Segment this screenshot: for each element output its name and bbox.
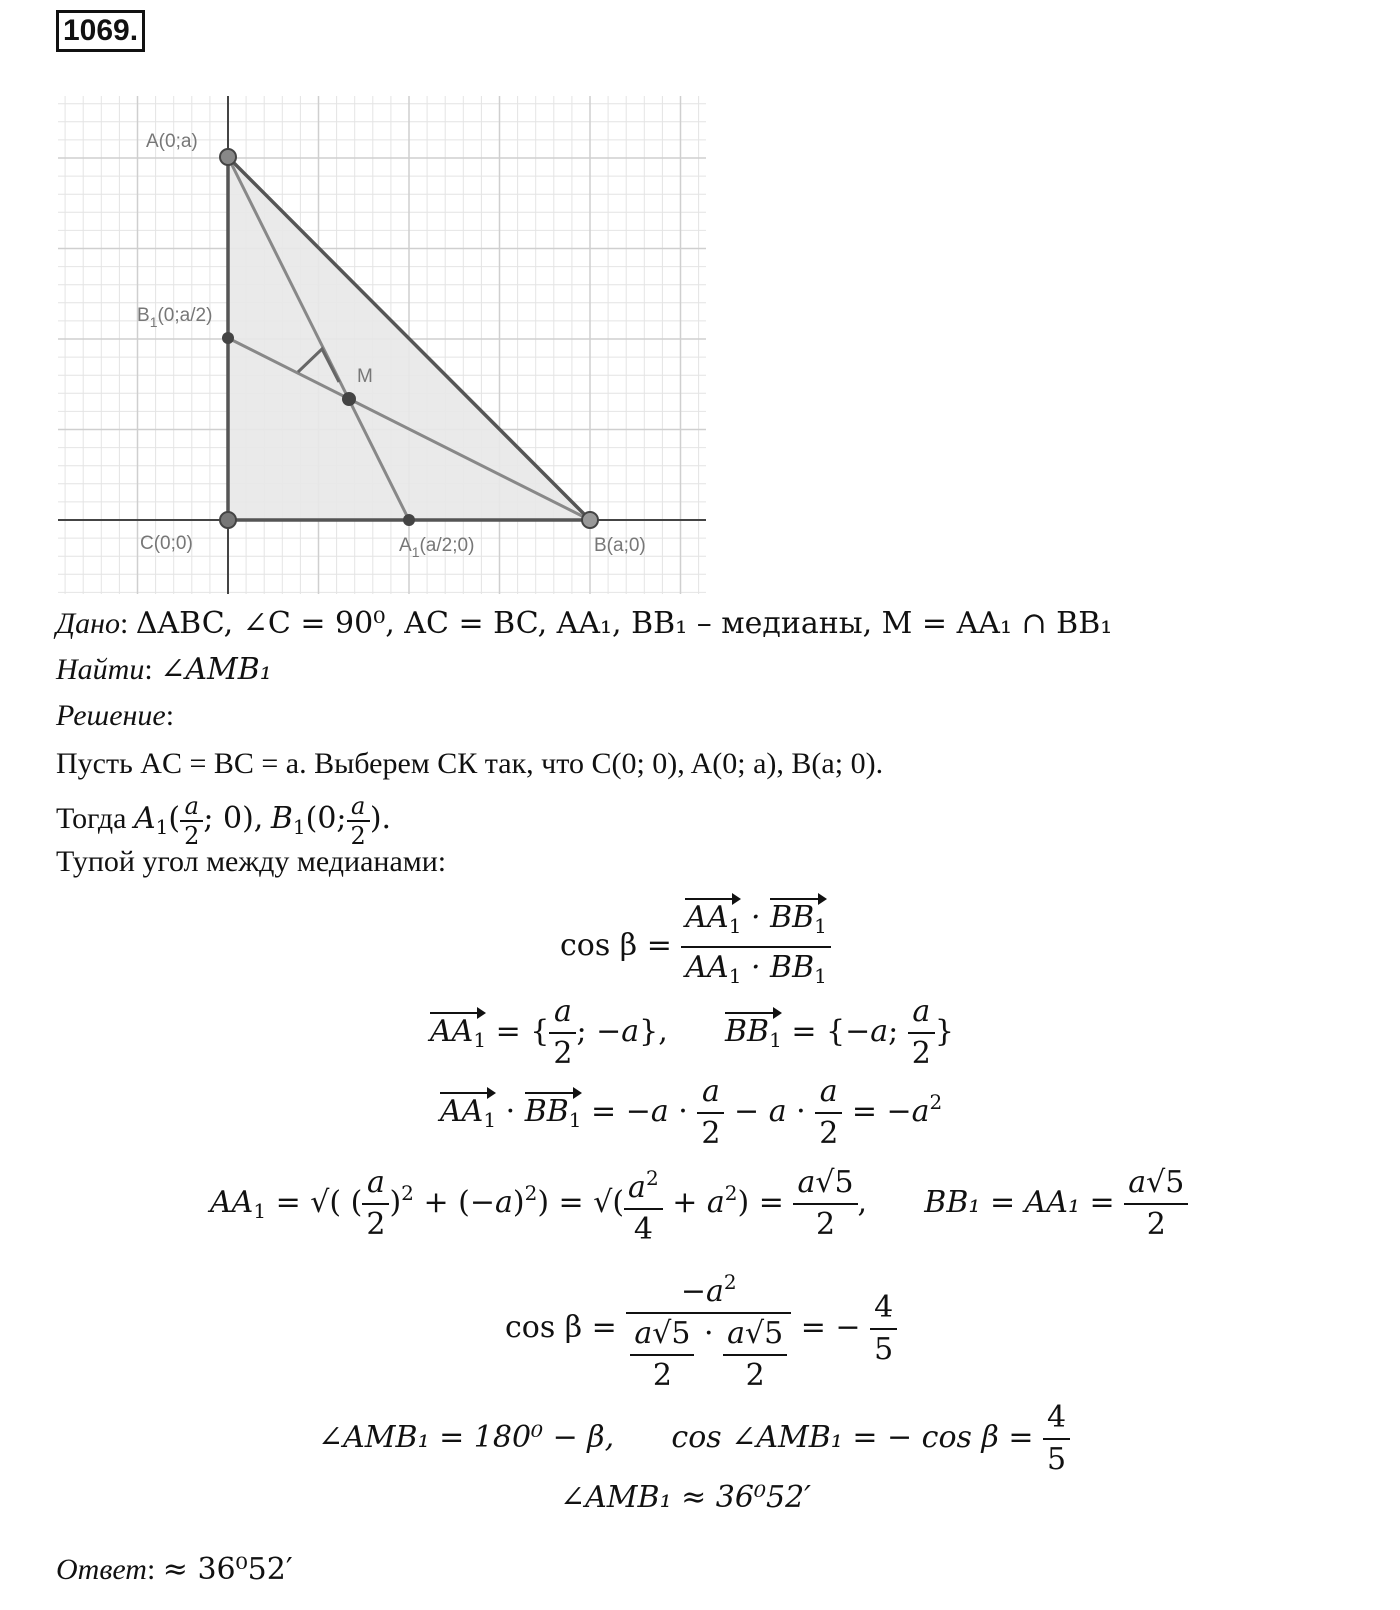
- label-b: B(a;0): [594, 535, 646, 556]
- label-b1: $B_1(0;a/2)$: [137, 305, 213, 330]
- formula-cos-result: cos β = $-a^2$ $\frac{a√5}{2}$ · $\frac{a√5}{2}$ = − $\frac{4}{5}$: [505, 1262, 897, 1396]
- point-a1: [403, 514, 415, 526]
- obtuse-line: Тупой угол между медианами:: [56, 845, 447, 878]
- answer-line: Ответ: ≈ 36⁰52′: [56, 1552, 293, 1587]
- find-line: Найти: ∠AMB₁: [56, 652, 272, 687]
- formula-vectors: $AA_1$ = { $\frac{a}{2}$ ; −a}, $BB_1 = \{-a$; $\frac{a}{2}$ }: [430, 994, 954, 1071]
- then-line: Тогда $A_1$( $\frac{a}{2}$ ; 0), $B_1(0$; $\frac{a}{2}$ ).: [56, 792, 392, 850]
- label-a: A(0;a): [146, 131, 198, 152]
- let-line: Пусть AC = BC = a. Выберем СК так, что C(0; 0), A(0; a), B(a; 0).: [56, 747, 884, 780]
- formula-angle-value: ∠AMB₁ ≈ 36⁰52′: [560, 1480, 811, 1515]
- point-b: [582, 512, 598, 528]
- formula-dot-product: $AA_1 \cdot BB_1 = -a$ · $\frac{a}{2}$ − a · $\frac{a}{2}$ = $-a^2$: [440, 1074, 943, 1151]
- label-m: M: [357, 366, 373, 387]
- label-c: C(0;0): [140, 533, 193, 554]
- formula-angle: ∠AMB₁ = 180⁰ − β, cos ∠AMB₁ = − cos β = $\frac{4}{5}$: [318, 1398, 1070, 1480]
- formula-cos-def: cos β = $\frac{AA_1 \cdot BB_1}{AA_1 \cdot BB_1}$: [560, 898, 831, 996]
- find-statement: ∠AMB₁: [160, 652, 272, 687]
- label-a1: $A_1(a/2;0)$: [399, 535, 475, 560]
- triangle-figure: [0, 0, 720, 600]
- given-statement: ΔABC, ∠C = 90⁰, AC = BC, AA₁, BB₁ – медианы, M = AA₁ ∩ BB₁: [135, 606, 1113, 641]
- point-b1: [222, 332, 234, 344]
- point-m: [342, 392, 356, 406]
- problem-number: 1069.: [56, 10, 145, 52]
- solution-heading: Решение:: [56, 699, 175, 732]
- point-c: [220, 512, 236, 528]
- answer-value: ≈ 36⁰52′: [162, 1552, 293, 1587]
- point-a: [220, 149, 236, 165]
- formula-lengths: $AA_1$ = √( ( $\frac{a}{2}$ )$^2 + (-a)^2$) = √( $\frac{a^2}{4}$ + $a^2$) = $\frac{a√5}{2}$ , BB₁ = AA₁ = $\frac{a√5}{2}$: [210, 1158, 1188, 1250]
- given-line: Дано: ΔABC, ∠C = 90⁰, AC = BC, AA₁, BB₁ – медианы, M = AA₁ ∩ BB₁: [56, 606, 1113, 641]
